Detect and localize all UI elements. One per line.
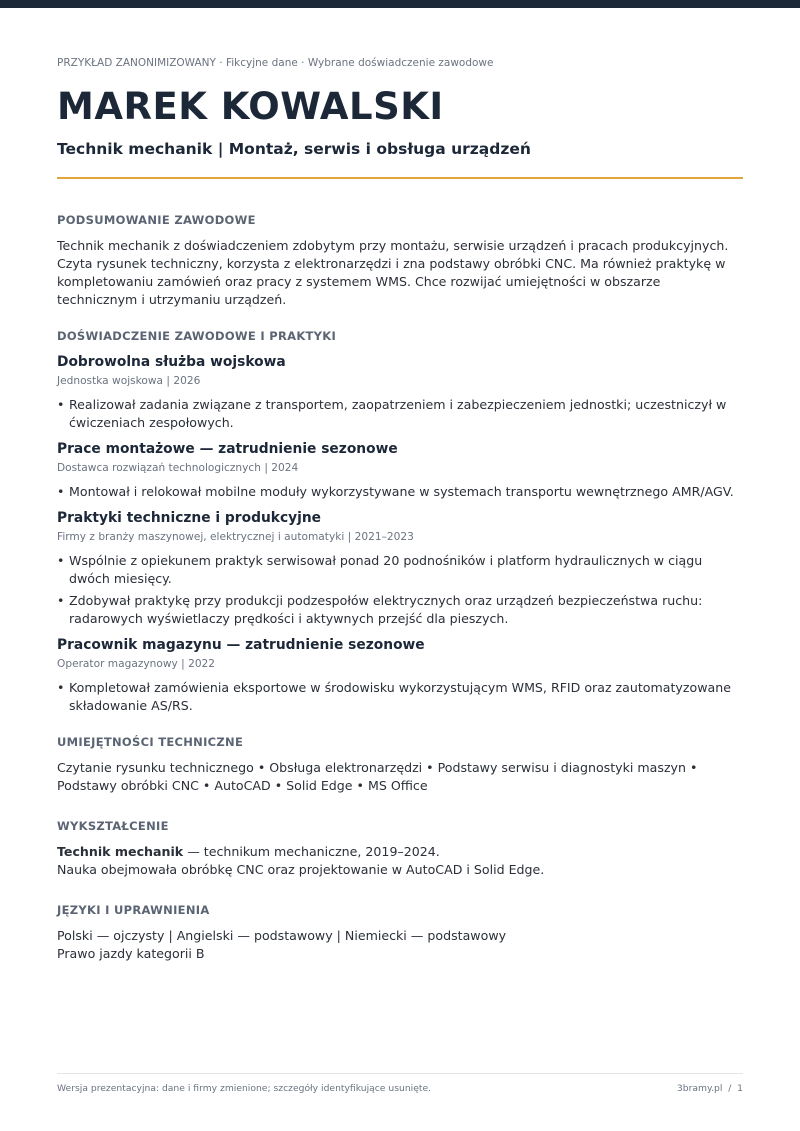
education-detail: — technikum mechaniczne, 2019–2024. (183, 844, 440, 859)
top-accent-bar (0, 0, 800, 8)
footer-note: Wersja prezentacyjna: dane i firmy zmienione; szczegóły identyfikujące usunięte. (57, 1083, 432, 1094)
job-bullet: • Zdobywał praktykę przy produkcji podzespołów elektrycznych oraz urządzeń bezpieczeństwa ruchu: radarowych wyświetlaczy prędkości i aktywnych przejść dla pieszych. (57, 592, 743, 628)
job-entry (57, 509, 743, 628)
job-bullet: • Kompletował zamówienia eksportowe w środowisku wykorzystującym WMS, RFID oraz zautomatyzowane składowanie AS/RS. (57, 679, 743, 715)
education-title: WYKSZTAŁCENIE (57, 819, 169, 833)
experience-title: DOŚWIADCZENIE ZAWODOWE I PRAKTYKI (57, 329, 337, 343)
job-bullets (57, 483, 743, 501)
job-bullets (57, 552, 743, 628)
experience-section (57, 329, 743, 715)
languages-title: JĘZYKI I UPRAWNIENIA (57, 903, 210, 917)
job-entry (57, 353, 743, 432)
job-bullet: • Wspólnie z opiekunem praktyk serwisował ponad 20 podnośników i platform hydraulicznych w ciągu dwóch miesięcy. (57, 552, 743, 588)
job-bullets (57, 679, 743, 715)
job-bullet: • Realizował zadania związane z transportem, zaopatrzeniem i zabezpieczeniem jednostki; uczestniczył w ćwiczeniach zespołowych. (57, 396, 743, 432)
header-tagline: PRZYKŁAD ZANONIMIZOWANY · Fikcyjne dane · Wybrane doświadczenie zawodowe (57, 57, 494, 69)
job-entry (57, 440, 743, 501)
languages-line: Polski — ojczysty | Angielski — podstawowy | Niemiecki — podstawowy (57, 928, 507, 943)
page-footer (57, 1073, 743, 1094)
summary-text: Technik mechanik z doświadczeniem zdobytym przy montażu, serwisie urządzeń i pracach produkcyjnych. Czyta rysunek techniczny, korzysta z elektronarzędzi i zna podstawy obróbki CNC. Ma również praktykę w kompletowaniu zamówień oraz pracy z systemem WMS. Chce rozwijać umiejętności w obszarze technicznym i utrzymaniu urządzeń. (57, 238, 729, 307)
job-meta: Dostawca rozwiązań technologicznych | 2024 (57, 462, 299, 474)
education-degree: Technik mechanik (57, 844, 184, 859)
job-entry (57, 636, 743, 715)
job-title: Pracownik magazynu — zatrudnienie sezonowe (57, 637, 425, 653)
header-divider (57, 177, 743, 179)
job-bullets (57, 396, 743, 432)
job-title: Praktyki techniczne i produkcyjne (57, 510, 322, 526)
education-section (57, 819, 743, 879)
summary-section (57, 213, 743, 309)
footer-page-info: 3bramy.pl / 1 (676, 1083, 743, 1094)
job-bullet: • Montował i relokował mobilne moduły wykorzystywane w systemach transportu wewnętrznego AMR/AGV. (57, 483, 743, 501)
license-line: Prawo jazdy kategorii B (57, 946, 205, 961)
job-meta: Jednostka wojskowa | 2026 (57, 375, 201, 387)
education-note: Nauka obejmowała obróbkę CNC oraz projektowanie w AutoCAD i Solid Edge. (57, 862, 545, 877)
education-line (57, 843, 743, 861)
candidate-subtitle: Technik mechanik | Montaż, serwis i obsługa urządzeń (57, 140, 531, 158)
candidate-name: MAREK KOWALSKI (57, 85, 444, 128)
job-meta: Operator magazynowy | 2022 (57, 658, 216, 670)
summary-title: PODSUMOWANIE ZAWODOWE (57, 213, 256, 227)
job-title: Dobrowolna służba wojskowa (57, 354, 286, 370)
skills-section (57, 735, 743, 795)
languages-section (57, 903, 743, 963)
job-meta: Firmy z branży maszynowej, elektrycznej i automatyki | 2021–2023 (57, 531, 414, 543)
skills-title: UMIEJĘTNOŚCI TECHNICZNE (57, 735, 244, 749)
job-title: Prace montażowe — zatrudnienie sezonowe (57, 441, 398, 457)
resume-page (57, 56, 743, 963)
skills-text: Czytanie rysunku technicznego • Obsługa elektronarzędzi • Podstawy serwisu i diagnostyki maszyn • Podstawy obróbki CNC • AutoCAD • Solid Edge • MS Office (57, 760, 698, 793)
